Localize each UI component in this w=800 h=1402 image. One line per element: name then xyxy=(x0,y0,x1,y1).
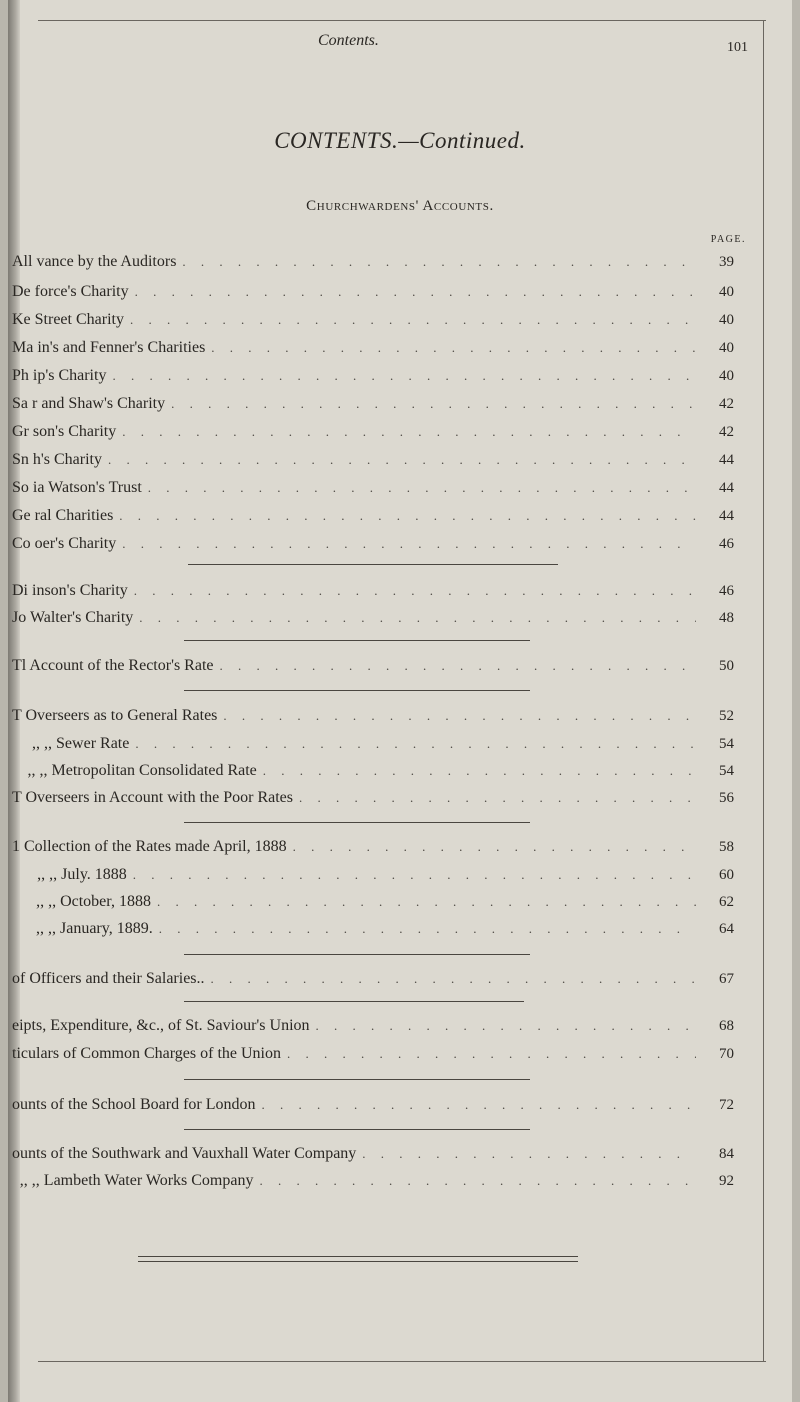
leader-dots xyxy=(157,894,696,910)
toc-entry xyxy=(12,920,734,942)
leader-dots xyxy=(119,508,696,524)
entry-page: 67 xyxy=(719,971,734,987)
leader-dots xyxy=(316,1018,696,1034)
entry-text: Di inson's Charity xyxy=(12,582,128,599)
entry-text: eipts, Expenditure, &c., of St. Saviour's Union xyxy=(12,1017,310,1034)
toc-entry xyxy=(12,535,734,557)
entry-page: 50 xyxy=(719,658,734,674)
section-divider xyxy=(184,822,530,823)
entry-page: 72 xyxy=(719,1097,734,1113)
toc-entry xyxy=(12,367,734,389)
entry-text: All vance by the Auditors xyxy=(12,253,177,270)
entry-page: 58 xyxy=(719,839,734,855)
section-divider xyxy=(188,564,558,565)
toc-entry xyxy=(12,253,734,275)
leader-dots xyxy=(171,396,696,412)
entry-text: ticulars of Common Charges of the Union xyxy=(12,1045,281,1062)
entry-text: Gr son's Charity xyxy=(12,423,117,440)
leader-dots xyxy=(287,1046,696,1062)
section-divider xyxy=(184,1129,530,1130)
entry-page: 40 xyxy=(719,312,734,328)
entry-page: 46 xyxy=(719,536,734,552)
leader-dots xyxy=(263,763,696,779)
leader-dots xyxy=(262,1097,696,1113)
entry-text: Ge ral Charities xyxy=(12,507,114,524)
entry-page: 40 xyxy=(719,340,734,356)
entry-text: Co oer's Charity xyxy=(12,535,117,552)
entry-text: ,, ,, October, 1888 xyxy=(36,893,151,910)
toc-entry xyxy=(12,1045,734,1067)
entry-text: T Overseers as to General Rates xyxy=(12,707,218,724)
leader-dots xyxy=(108,452,696,468)
top-border xyxy=(38,20,766,21)
leader-dots xyxy=(223,708,696,724)
entry-text: Ma in's and Fenner's Charities xyxy=(12,339,206,356)
leader-dots xyxy=(139,610,696,626)
entry-page: 42 xyxy=(719,396,734,412)
toc-entry xyxy=(12,789,734,811)
leader-dots xyxy=(122,536,696,552)
toc-entry xyxy=(12,609,734,631)
section-heading: Churchwardens' Accounts. xyxy=(306,198,494,214)
toc-entry xyxy=(12,838,734,860)
entry-page: 56 xyxy=(719,790,734,806)
entry-text: Sa r and Shaw's Charity xyxy=(12,395,166,412)
entry-text: Jo Walter's Charity xyxy=(12,609,134,626)
entry-text: Ke Street Charity xyxy=(12,311,124,328)
page-title: CONTENTS.—Continued. xyxy=(274,128,526,153)
entry-text: ounts of the Southwark and Vauxhall Water Company xyxy=(12,1145,357,1162)
entry-page: 40 xyxy=(719,368,734,384)
entry-page: 92 xyxy=(719,1173,734,1189)
entry-page: 54 xyxy=(719,736,734,752)
entry-text: ounts of the School Board for London xyxy=(12,1096,256,1113)
toc-entry xyxy=(12,657,734,679)
leader-dots xyxy=(299,790,696,806)
entry-text: Sn h's Charity xyxy=(12,451,102,468)
leader-dots xyxy=(134,583,696,599)
toc-entry xyxy=(12,479,734,501)
section-divider xyxy=(184,640,530,641)
toc-entry xyxy=(12,451,734,473)
toc-entry xyxy=(12,707,734,729)
leader-dots xyxy=(182,254,696,270)
entry-page: 44 xyxy=(719,508,734,524)
entry-page: 44 xyxy=(719,480,734,496)
leader-dots xyxy=(135,736,696,752)
leader-dots xyxy=(133,867,696,883)
leader-dots xyxy=(135,284,696,300)
running-head: Contents. xyxy=(318,32,379,49)
leader-dots xyxy=(130,312,696,328)
toc-entry xyxy=(12,1145,734,1167)
toc-entry xyxy=(12,507,734,529)
entry-text: ,, ,, January, 1889. xyxy=(36,920,153,937)
end-double-rule xyxy=(138,1256,578,1262)
section-divider xyxy=(184,954,530,955)
leader-dots xyxy=(112,368,696,384)
toc-entry xyxy=(12,970,734,992)
entry-page: 62 xyxy=(719,894,734,910)
entry-page: 68 xyxy=(719,1018,734,1034)
entry-page: 40 xyxy=(719,284,734,300)
toc-entry xyxy=(12,893,734,915)
toc-entry xyxy=(12,1017,734,1039)
entry-text: T Overseers in Account with the Poor Rates xyxy=(12,789,293,806)
leader-dots xyxy=(211,340,696,356)
leader-dots xyxy=(259,1173,696,1189)
toc-entry xyxy=(12,582,734,604)
entry-page: 42 xyxy=(719,424,734,440)
entry-text: ,, ,, Metropolitan Consolidated Rate xyxy=(27,762,257,779)
toc-entry xyxy=(12,1172,734,1194)
toc-entry xyxy=(12,423,734,445)
toc-entry xyxy=(12,311,734,333)
entry-page: 44 xyxy=(719,452,734,468)
entry-text: ,, ,, Sewer Rate xyxy=(32,735,130,752)
document-page xyxy=(8,0,792,1402)
leader-dots xyxy=(362,1146,696,1162)
section-divider xyxy=(184,690,530,691)
right-border xyxy=(763,20,764,1362)
toc-entry xyxy=(12,735,734,757)
entry-text: De force's Charity xyxy=(12,283,129,300)
page-number: 101 xyxy=(727,40,748,55)
toc-entry xyxy=(12,283,734,305)
leader-dots xyxy=(122,424,696,440)
entry-page: 52 xyxy=(719,708,734,724)
entry-page: 39 xyxy=(719,254,734,270)
leader-dots xyxy=(220,658,697,674)
entry-page: 48 xyxy=(719,610,734,626)
entry-text: ,, ,, Lambeth Water Works Company xyxy=(19,1172,254,1189)
section-divider xyxy=(184,1079,530,1080)
entry-page: 46 xyxy=(719,583,734,599)
leader-dots xyxy=(211,971,696,987)
entry-page: 54 xyxy=(719,763,734,779)
entry-text: of Officers and their Salaries.. xyxy=(12,970,205,987)
bottom-border xyxy=(38,1361,766,1362)
entry-page: 64 xyxy=(719,921,734,937)
entry-page: 60 xyxy=(719,867,734,883)
entry-text: 1 Collection of the Rates made April, 1888 xyxy=(12,838,287,855)
toc-entry xyxy=(12,1096,734,1118)
toc-entry xyxy=(12,395,734,417)
page-column-label: PAGE. xyxy=(710,234,746,245)
leader-dots xyxy=(148,480,696,496)
entry-page: 70 xyxy=(719,1046,734,1062)
leader-dots xyxy=(159,921,696,937)
entry-text: Tl Account of the Rector's Rate xyxy=(12,657,214,674)
toc-entry xyxy=(12,866,734,888)
section-divider xyxy=(184,1001,524,1002)
entry-text: So ia Watson's Trust xyxy=(12,479,142,496)
leader-dots xyxy=(293,839,696,855)
entry-text: Ph ip's Charity xyxy=(12,367,107,384)
entry-page: 84 xyxy=(719,1146,734,1162)
entry-text: ,, ,, July. 1888 xyxy=(37,866,127,883)
toc-entry xyxy=(12,339,734,361)
toc-entry xyxy=(12,762,734,784)
